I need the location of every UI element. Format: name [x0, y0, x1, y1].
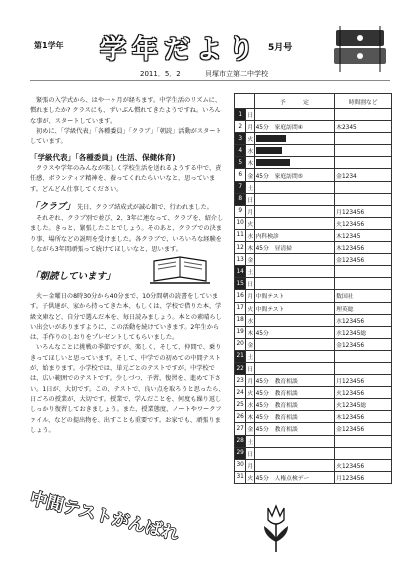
section-paragraph: 火～金曜日の8時30分から40分まで、10分間朝の読書をしています。子供達が、家から持ってきた本、もしくは、学校で借りた本、学級文庫など、自分で選んだ本を、毎日読みましょう。本との素晴らしい出会いがありますように、この活動を続けていきます。2年生からは、手作りのしおりをプレゼントしてもらいました。 [30, 293, 222, 342]
section-body-club [30, 214, 225, 255]
event-cell [254, 435, 335, 447]
redacted-bar [256, 135, 286, 142]
table-row [235, 387, 392, 399]
intro-block [30, 96, 225, 147]
table-row [235, 471, 392, 483]
weekday-cell: 木 [246, 326, 254, 338]
weekday-cell: 火 [246, 133, 254, 145]
table-row [235, 205, 392, 217]
table-row [235, 326, 392, 338]
event-cell [254, 278, 335, 290]
day-number-cell: 30 [235, 459, 246, 471]
weekday-cell: 金 [246, 338, 254, 350]
event-cell [254, 254, 335, 266]
weekday-cell: 水 [246, 399, 254, 411]
day-number-cell: 12 [235, 242, 246, 254]
table-row [235, 423, 392, 435]
timetable-cell [335, 447, 392, 459]
table-row [235, 350, 392, 362]
day-number-cell: 17 [235, 302, 246, 314]
timetable-cell [335, 435, 392, 447]
event-cell: 中間テスト [254, 290, 335, 302]
timetable-cell [335, 350, 392, 362]
day-number-cell: 29 [235, 447, 246, 459]
table-row [235, 411, 392, 423]
table-row [235, 266, 392, 278]
table-row [235, 278, 392, 290]
day-number-cell: 5 [235, 157, 246, 169]
event-cell [254, 145, 335, 157]
school-name: 貝塚市立第二中学校 [205, 70, 268, 78]
timetable-cell: 月123456 [335, 471, 392, 483]
open-book-icon [150, 253, 210, 285]
header-date-cell [235, 94, 255, 109]
day-number-cell: 16 [235, 290, 246, 302]
table-row [235, 145, 392, 157]
weekday-cell: 火 [246, 387, 254, 399]
table-row [235, 181, 392, 193]
table-row [235, 375, 392, 387]
redacted-bar [256, 159, 290, 166]
event-cell: 45分 昼清掃 [254, 242, 335, 254]
timetable-cell [335, 157, 392, 169]
day-number-cell: 27 [235, 423, 246, 435]
timetable-cell [335, 109, 392, 121]
event-cell: 45分 教育相談 [254, 399, 335, 411]
exam-banner [20, 482, 190, 552]
day-number-cell: 10 [235, 217, 246, 229]
intro-paragraph: 緊張の入学式から、はや一ヶ月が経ちます。中学生活のリズムに、慣れましたか? クラスにも、ずいぶん慣れてきたようですね。いろんな事が、スタートしています。 [30, 97, 222, 125]
redacted-bar [256, 147, 282, 154]
section-heading-class-rep: 「学級代表」「各種委員」(生活、保健体育) [30, 153, 176, 162]
club-lead-line [30, 202, 225, 213]
event-cell [254, 109, 335, 121]
grade-badge: 第1学年 [34, 41, 64, 50]
timetable-cell: 金123456 [335, 254, 392, 266]
banner-text: 中間テストがんばれ [27, 488, 181, 545]
day-number-cell: 24 [235, 387, 246, 399]
day-number-cell: 6 [235, 169, 246, 181]
timetable-cell [335, 133, 392, 145]
event-cell [254, 350, 335, 362]
event-cell [254, 157, 335, 169]
event-cell [254, 181, 335, 193]
event-cell: 45分 教育相談 [254, 387, 335, 399]
section-paragraph: それぞれ、クラブ別で並び、2、3年に連なって、クラブを、紹介しました。きっと、緊張したことでしょう。そのあと、クラブでの決まり事、場所などの説明を受けました。各クラブで、いろいろな経験をしながら3年間頑張って続けてほしいなと、思います。 [30, 215, 224, 253]
timetable-cell: 木12345 [335, 229, 392, 241]
event-cell [254, 266, 335, 278]
day-number-cell: 15 [235, 278, 246, 290]
day-number-cell: 7 [235, 181, 246, 193]
table-row [235, 314, 392, 326]
event-cell [254, 193, 335, 205]
section-body-reading [30, 292, 225, 436]
event-cell [254, 217, 335, 229]
timetable-cell [335, 145, 392, 157]
weekday-cell: 日 [246, 362, 254, 374]
timetable-cell: 水123456 [335, 314, 392, 326]
flag-decoration-icon [330, 22, 390, 74]
table-row [235, 254, 392, 266]
timetable-cell: 木123456 [335, 411, 392, 423]
day-number-cell: 1 [235, 109, 246, 121]
weekday-cell: 月 [246, 459, 254, 471]
schedule-body [235, 109, 392, 484]
weekday-cell: 月 [246, 205, 254, 217]
table-row [235, 399, 392, 411]
weekday-cell: 木 [246, 242, 254, 254]
day-number-cell: 9 [235, 205, 246, 217]
section-heading-club: 「クラブ」 [30, 202, 76, 212]
day-number-cell: 25 [235, 399, 246, 411]
timetable-cell: 火123456 [335, 217, 392, 229]
header-divider [30, 80, 390, 81]
event-cell [254, 314, 335, 326]
table-row [235, 217, 392, 229]
timetable-cell [335, 278, 392, 290]
timetable-cell [335, 193, 392, 205]
day-number-cell: 4 [235, 145, 246, 157]
timetable-cell: 水12345総 [335, 326, 392, 338]
issue-month: 5月号 [268, 43, 293, 53]
event-cell: 45分 [254, 326, 335, 338]
timetable-cell: 木123456 [335, 242, 392, 254]
timetable-cell: 理英総 [335, 302, 392, 314]
table-row [235, 435, 392, 447]
club-lead-text: 先日、クラブ結成式が誠心館で、行われました。 [76, 204, 213, 211]
section-paragraph: クラスや学年のみんなが楽しく学校生活を送れるようする中で、責任感、ボランティア精神を、養ってくれたらいいなと、思っています。どんどん仕事してください。 [30, 165, 222, 193]
timetable-cell: 金1234 [335, 169, 392, 181]
table-row [235, 447, 392, 459]
day-number-cell: 20 [235, 338, 246, 350]
tulip-icon [258, 502, 294, 554]
weekday-cell: 火 [246, 217, 254, 229]
may-schedule-table [234, 93, 392, 484]
weekday-cell: 月 [246, 290, 254, 302]
event-cell: 45分 家庭訪問④ [254, 121, 335, 133]
timetable-cell: 火123456 [335, 459, 392, 471]
timetable-cell: 火123456 [335, 387, 392, 399]
weekday-cell: 金 [246, 169, 254, 181]
weekday-cell: 日 [246, 193, 254, 205]
event-cell [254, 362, 335, 374]
event-cell: 中間テスト [254, 302, 335, 314]
event-cell [254, 205, 335, 217]
section-paragraph: いろんなことに挑戦の季節ですが、楽しく、そして、仲間で、乗りきってほしいと思っています。そして、中学での初めての中間テストが、始まります。小学校では、単元ごとのテストですが、中学校では、広い範囲でのテストです。少しづつ、予習、復習を、進めて下さい。1日が、大切です。この、テストで、良い点を取ろうと思ったら、日ごろの授業が、大切です。授業で、学んだことを、何度も繰り返ししっかり復習しておきましょう。また、授業態度、ノートやワークファイル、などの提出物を、出すことも重要です。お家でも、頑張りましょう。 [30, 344, 225, 434]
weekday-cell: 火 [246, 471, 254, 483]
table-row [235, 169, 392, 181]
weekday-cell: 金 [246, 254, 254, 266]
event-cell [254, 133, 335, 145]
event-cell: 内科検診 [254, 229, 335, 241]
event-cell [254, 447, 335, 459]
day-number-cell: 8 [235, 193, 246, 205]
day-number-cell: 23 [235, 375, 246, 387]
weekday-cell: 土 [246, 266, 254, 278]
timetable-cell [335, 362, 392, 374]
timetable-cell: 月123456 [335, 205, 392, 217]
day-number-cell: 22 [235, 362, 246, 374]
event-cell [254, 459, 335, 471]
table-row [235, 290, 392, 302]
section-heading-reading: 「朝読しています」 [30, 271, 116, 282]
day-number-cell: 2 [235, 121, 246, 133]
section-body-class-rep [30, 164, 225, 195]
weekday-cell: 土 [246, 350, 254, 362]
day-number-cell: 14 [235, 266, 246, 278]
timetable-cell: 木2345 [335, 121, 392, 133]
weekday-cell: 水 [246, 229, 254, 241]
table-row [235, 121, 392, 133]
weekday-cell: 月 [246, 375, 254, 387]
weekday-cell: 金 [246, 423, 254, 435]
event-cell: 45分 家庭訪問⑤ [254, 169, 335, 181]
weekday-cell: 土 [246, 435, 254, 447]
issue-date: 2011．5．2 [140, 70, 181, 78]
weekday-cell: 日 [246, 447, 254, 459]
event-cell: 45分 人権点検デー [254, 471, 335, 483]
event-cell: 45分 教育相談 [254, 411, 335, 423]
table-header-row [235, 94, 392, 109]
day-number-cell: 19 [235, 326, 246, 338]
table-row [235, 459, 392, 471]
header-extra: 時間割など [335, 94, 392, 109]
table-row [235, 193, 392, 205]
timetable-cell: 金123456 [335, 423, 392, 435]
newsletter-title: 学年だより [100, 35, 261, 65]
weekday-cell: 日 [246, 278, 254, 290]
day-number-cell: 13 [235, 254, 246, 266]
table-row [235, 109, 392, 121]
table-row [235, 302, 392, 314]
table-row [235, 338, 392, 350]
timetable-cell: 金123456 [335, 338, 392, 350]
day-number-cell: 21 [235, 350, 246, 362]
event-cell [254, 338, 335, 350]
table-row [235, 157, 392, 169]
day-number-cell: 28 [235, 435, 246, 447]
timetable-cell [335, 181, 392, 193]
weekday-cell: 土 [246, 181, 254, 193]
table-row [235, 362, 392, 374]
weekday-cell: 月 [246, 121, 254, 133]
weekday-cell: 火 [246, 302, 254, 314]
event-cell: 45分 教育相談 [254, 375, 335, 387]
header-event: 予 定 [254, 94, 335, 109]
weekday-cell: 木 [246, 157, 254, 169]
day-number-cell: 3 [235, 133, 246, 145]
day-number-cell: 31 [235, 471, 246, 483]
day-number-cell: 18 [235, 314, 246, 326]
weekday-cell: 日 [246, 109, 254, 121]
timetable-cell [335, 266, 392, 278]
timetable-cell: 数国社 [335, 290, 392, 302]
weekday-cell: 水 [246, 314, 254, 326]
day-number-cell: 11 [235, 229, 246, 241]
weekday-cell: 水 [246, 145, 254, 157]
day-number-cell: 26 [235, 411, 246, 423]
timetable-cell: 火12345総 [335, 399, 392, 411]
table-row [235, 133, 392, 145]
timetable-cell: 月123456 [335, 375, 392, 387]
intro-paragraph: 初めに、「学級代表」「各種委員」「クラブ」「朝読」活動がスタートしています。 [30, 127, 222, 146]
event-cell: 45分 教育相談 [254, 423, 335, 435]
table-row [235, 242, 392, 254]
table-row [235, 229, 392, 241]
weekday-cell: 木 [246, 411, 254, 423]
